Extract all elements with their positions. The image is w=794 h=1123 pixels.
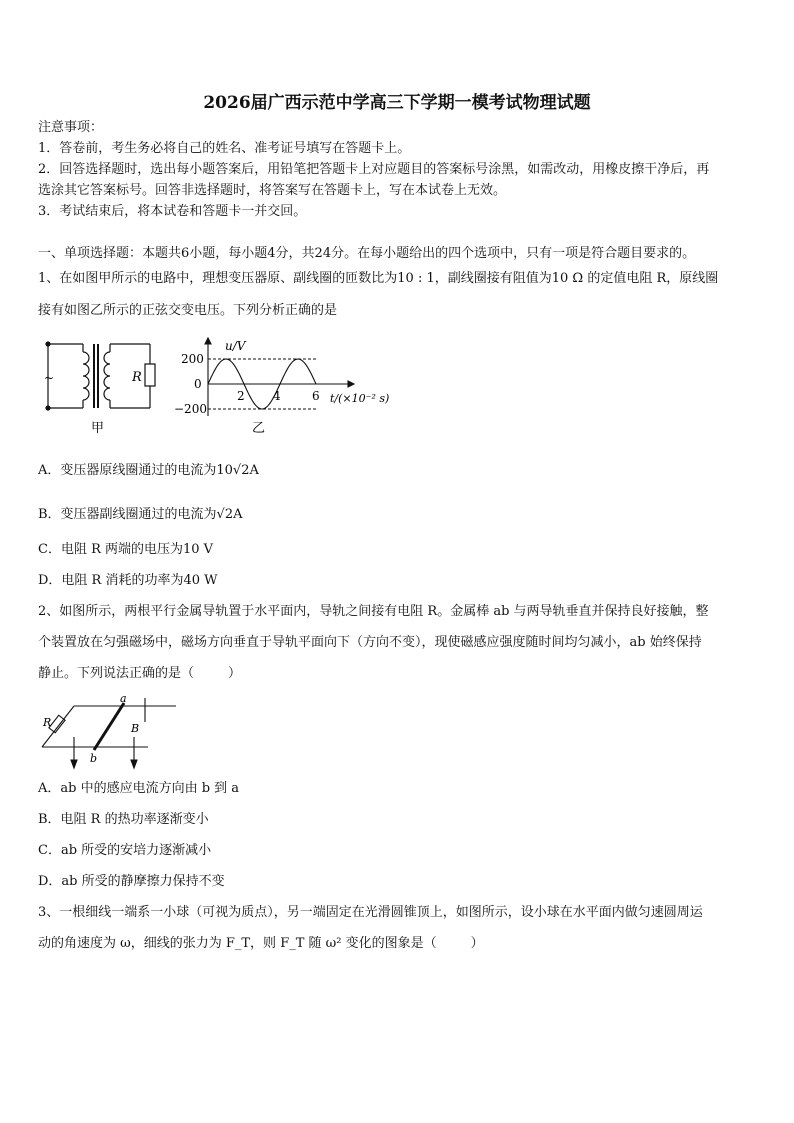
resistor-label: R — [132, 370, 142, 385]
q3-stem — [38, 935, 484, 953]
q1-option-a: A．变压器原线圈通过的电流为10√2A — [38, 463, 259, 478]
q2-stem-text: 静止。下列说法正确的是（ — [38, 666, 195, 681]
graph-ylabel: u/V — [225, 339, 246, 353]
ac-source-symbol: ~ — [44, 371, 55, 385]
rod-end-a-label: a — [120, 692, 127, 705]
y-tick-label: 0 — [194, 377, 202, 391]
x-tick-label: 4 — [273, 389, 281, 403]
q3-stem-close: ） — [470, 936, 484, 951]
q1-option-c: C．电阻 R 两端的电压为10 V — [38, 542, 214, 557]
figure-label-yi: 乙 — [252, 421, 266, 436]
q2-stem — [38, 665, 241, 683]
y-tick-label: −200 — [174, 402, 207, 416]
graph-xlabel: t/(×10⁻² s) — [330, 392, 390, 405]
notice-item: 3．考试结束后，将本试卷和答题卡一并交回。 — [38, 204, 307, 219]
q2-option-d: D．ab 所受的静摩擦力保持不变 — [38, 874, 225, 889]
page-title: 2026届广西示范中学高三下学期一模考试物理试题 — [203, 93, 591, 113]
x-tick-label: 2 — [237, 389, 245, 403]
rails-rod-figure — [38, 692, 188, 772]
q3-stem-text: 动的角速度为 ω，细线的张力为 F_T，则 F_T 随 ω² 变化的图象是（ — [38, 936, 437, 951]
sine-voltage-graph — [170, 336, 400, 436]
rail-resistor-label: R — [43, 716, 52, 729]
notice-item: 选涂其它答案标号。回答非选择题时，将答案写在答题卡上，写在本试卷上无效。 — [38, 183, 507, 198]
q2-option-c: C．ab 所受的安培力逐渐减小 — [38, 843, 212, 858]
q2-option-b: B．电阻 R 的热功率逐渐变小 — [38, 812, 209, 827]
notice-item: 1．答卷前，考生务必将自己的姓名、准考证号填写在答题卡上。 — [38, 141, 411, 156]
q2-stem: 个装置放在匀强磁场中，磁场方向垂直于导轨平面向下（方向不变），现使磁感应强度随时间均匀减小，ab 始终保持 — [38, 635, 702, 650]
notice-item: 2．回答选择题时，选出每小题答案后，用铅笔把答题卡上对应题目的答案标号涂黑，如需改动，用橡皮擦干净后，再 — [38, 162, 710, 177]
q1-stem: 接有如图乙所示的正弦交变电压。下列分析正确的是 — [38, 303, 338, 318]
rod-end-b-label: b — [90, 752, 98, 765]
q1-option-d: D．电阻 R 消耗的功率为40 W — [38, 573, 218, 588]
q1-stem: 1、在如图甲所示的电路中，理想变压器原、副线圈的匝数比为10 : 1，副线圈接有阻值为10 Ω 的定值电阻 R，原线圈 — [38, 271, 719, 286]
notice-heading: 注意事项： — [38, 120, 104, 135]
q2-stem-close: ） — [228, 666, 242, 681]
q2-stem: 2、如图所示，两根平行金属导轨置于水平面内，导轨之间接有电阻 R。金属棒 ab 与两导轨垂直并保持良好接触，整 — [38, 604, 709, 619]
y-tick-label: 200 — [181, 352, 204, 366]
q2-option-a: A．ab 中的感应电流方向由 b 到 a — [38, 781, 240, 796]
x-tick-label: 6 — [312, 389, 320, 403]
q3-stem: 3、一根细线一端系一小球（可视为质点），另一端固定在光滑圆锥顶上，如图所示，设小球在水平面内做匀速圆周运 — [38, 905, 703, 920]
field-b-label: B — [131, 722, 140, 735]
q1-option-b: B．变压器副线圈通过的电流为√2A — [38, 507, 243, 522]
transformer-circuit-figure — [38, 336, 168, 436]
figure-label-jia: 甲 — [91, 421, 105, 436]
section-heading: 一、单项选择题：本题共6小题，每小题4分，共24分。在每小题给出的四个选项中，只有一项是符合题目要求的。 — [38, 246, 696, 261]
